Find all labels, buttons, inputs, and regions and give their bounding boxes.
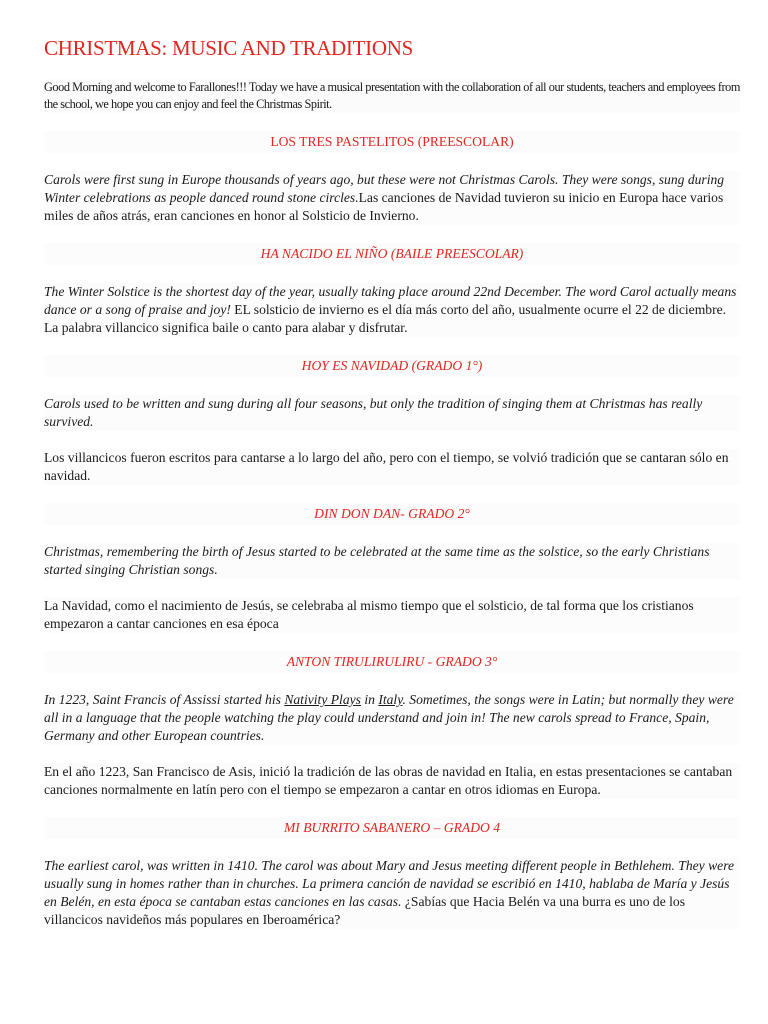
section-paragraph-english <box>44 691 740 745</box>
section-paragraph-english: Christmas, remembering the birth of Jesus started to be celebrated at the same time as the solstice, so the early Christians started singing Christian songs. <box>44 543 740 579</box>
spanish-text: ¿Sabías que Hacia Belén va una burra es uno de los villancicos navideños más populares en Iberoamérica? <box>44 894 685 927</box>
section-heading: HA NACIDO EL NIÑO (BAILE PREESCOLAR) <box>44 243 740 265</box>
document-page <box>44 36 740 947</box>
nativity-plays-link[interactable]: Nativity Plays <box>284 692 361 707</box>
section-heading: HOY ES NAVIDAD (GRADO 1°) <box>44 355 740 377</box>
section-paragraph <box>44 171 740 225</box>
spanish-text: EL solsticio de invierno es el día más corto del año, usualmente ocurre el 22 de diciembre. La palabra villancico significa baile o canto para alabar y disfrutar. <box>44 302 727 335</box>
section-paragraph-english: Carols used to be written and sung during all four seasons, but only the tradition of singing them at Christmas has really survived. <box>44 395 740 431</box>
spanish-text: Las canciones de Navidad tuvieron su inicio en Europa hace varios miles de años atrás, eran canciones en honor al Solsticio de Invierno. <box>44 190 724 223</box>
italy-link[interactable]: Italy <box>378 692 403 707</box>
section-paragraph-spanish: En el año 1223, San Francisco de Asis, inició la tradición de las obras de navidad en Italia, en estas presentaciones se cantaban canciones normalmente en latín pero con el tiempo se empezaron a cantar en otros idiomas en Europa. <box>44 763 740 799</box>
english-text: The Winter Solstice is the shortest day of the year, usually taking place around 22nd December. The word Carol actually means dance or a song of praise and joy! <box>44 284 737 317</box>
section-heading: DIN DON DAN- GRADO 2° <box>44 503 740 525</box>
section-paragraph <box>44 283 740 337</box>
english-text: . Sometimes, the songs were in Latin; but normally they were all in a language that the people watching the play could understand and join in! The new carols spread to France, Spain, Germany and other European countries. <box>44 692 734 743</box>
section-heading: ANTON TIRULIRULIRU - GRADO 3° <box>44 651 740 673</box>
section-paragraph <box>44 857 740 929</box>
english-text: in <box>360 692 379 707</box>
english-text: In 1223, Saint Francis of Assissi started his <box>44 692 285 707</box>
english-text: The earliest carol, was written in 1410. The carol was about Mary and Jesus meeting different people in Bethlehem. They were usually sung in homes rather than in churches. La primera canción de navidad se escribió en 1410, hablaba de María y Jesús en Belén, en esta época se cantaban estas canciones en las casas. <box>44 858 735 909</box>
english-text: Carols were first sung in Europe thousands of years ago, but these were not Christmas Carols. They were songs, sung during Winter celebrations as people danced round stone circles. <box>44 172 725 205</box>
document-title: CHRISTMAS: MUSIC AND TRADITIONS <box>44 36 413 60</box>
section-paragraph-spanish: Los villancicos fueron escritos para cantarse a lo largo del año, pero con el tiempo, se volvió tradición que se cantaran sólo en navidad. <box>44 449 740 485</box>
section-heading: MI BURRITO SABANERO – GRADO 4 <box>44 817 740 839</box>
section-heading: LOS TRES PASTELITOS (PREESCOLAR) <box>44 131 740 153</box>
intro-paragraph: Good Morning and welcome to Farallones!!! Today we have a musical presentation with the collaboration of all our students, teachers and employees from the school, we hope you can enjoy and feel the Christmas Spirit. <box>44 80 740 111</box>
section-paragraph-spanish: La Navidad, como el nacimiento de Jesús, se celebraba al mismo tiempo que el solsticio, de tal forma que los cristianos empezaron a cantar canciones en esa época <box>44 597 740 633</box>
